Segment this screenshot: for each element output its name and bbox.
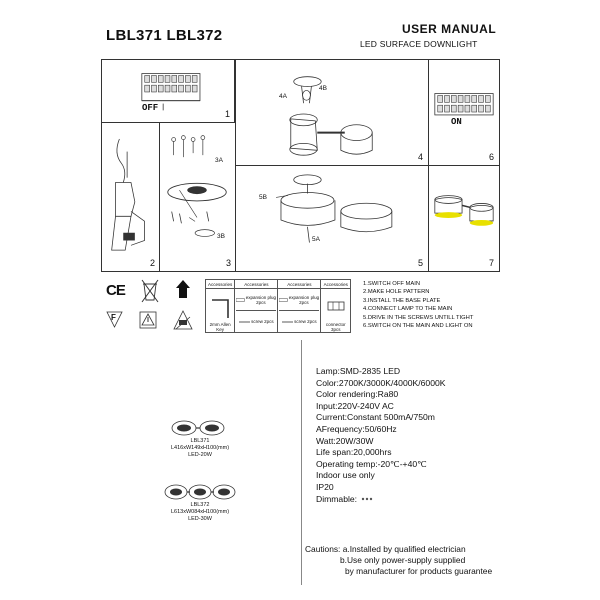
weee-bin-icon bbox=[140, 278, 160, 304]
switch-off-illustration bbox=[102, 60, 234, 122]
callout-3b: 3B bbox=[217, 233, 225, 240]
spec-watt: Watt:20W/30W bbox=[316, 435, 374, 446]
cautions bbox=[305, 544, 492, 577]
model-power: LED-20W bbox=[188, 452, 212, 458]
spec-indoor: Indoor use only bbox=[316, 470, 375, 481]
panel-2-drill-holes bbox=[101, 122, 160, 272]
spec-lamp: Lamp:SMD-2835 LED bbox=[316, 366, 401, 376]
connector-label: connector 3pcs bbox=[325, 322, 346, 332]
model-name: LBL371 bbox=[190, 438, 210, 444]
caution-line: Cautions: a.Installed by qualified electrician bbox=[305, 544, 466, 554]
spec-dimmable-row bbox=[316, 494, 446, 506]
insulation-surface-icon bbox=[172, 309, 194, 331]
accessories-header: Accessories bbox=[321, 280, 351, 289]
switch-on-label: ON bbox=[451, 117, 462, 127]
spec-input: Input:220V-240V AC bbox=[316, 400, 394, 411]
panel-6-switch-on bbox=[428, 59, 500, 166]
f-mark-label: F bbox=[111, 313, 116, 322]
panel-number: 6 bbox=[488, 152, 494, 162]
manual-title: USER MANUAL bbox=[402, 22, 497, 36]
model-name: LBL372 bbox=[190, 502, 210, 508]
accessory-plug-screw-1 bbox=[235, 289, 278, 333]
installation-steps bbox=[363, 280, 473, 330]
spec-operating-temp: Operating temp:-20℃-+40℃ bbox=[316, 458, 427, 469]
callout-3a: 3A bbox=[215, 157, 223, 164]
accessories-header: Accessories bbox=[235, 280, 278, 289]
panel-number: 3 bbox=[225, 258, 231, 268]
panel-3-base-plate bbox=[159, 122, 236, 272]
lbl371-product-drawing bbox=[168, 418, 228, 438]
panel-number: 1 bbox=[224, 109, 230, 119]
manual-subtitle: LED SURFACE DOWNLIGHT bbox=[360, 39, 478, 49]
expansion-plug-label: expansion plug 2pcs bbox=[245, 294, 277, 305]
spec-frequency: AFrequency:50/60Hz bbox=[316, 423, 397, 434]
allen-key-icon bbox=[208, 296, 232, 322]
screw-label: screw 2pcs bbox=[251, 319, 274, 324]
callout-4a: 4A bbox=[279, 93, 287, 100]
callout-4b: 4B bbox=[319, 85, 327, 92]
drill-illustration bbox=[102, 123, 159, 271]
panel-number: 4 bbox=[417, 152, 423, 162]
connector-icon bbox=[324, 298, 348, 322]
model-size: L613xW084xH100(mm) bbox=[170, 509, 230, 515]
lbl372-product-drawing bbox=[162, 482, 238, 502]
callout-5b: 5B bbox=[259, 194, 267, 201]
f-mark-icon bbox=[106, 311, 123, 328]
model-power: LED-30W bbox=[188, 516, 212, 522]
step-item: 5.DRIVE IN THE SCREWS UNTILL TIGHT bbox=[363, 314, 474, 321]
allen-key-label: 2mm Allen Key bbox=[209, 322, 231, 332]
panel-5-drive-screws bbox=[235, 165, 429, 272]
non-dimmable-icon bbox=[360, 495, 374, 503]
step-item: 1.SWITCH OFF MAIN bbox=[363, 281, 421, 287]
model-size: L416xW149xH100(mm) bbox=[170, 445, 230, 451]
spec-list bbox=[316, 366, 446, 505]
warning-icon bbox=[139, 311, 157, 329]
spec-life-span: Life span:20,000hrs bbox=[316, 447, 392, 458]
panel-number: 5 bbox=[417, 258, 423, 268]
base-plate-illustration bbox=[160, 123, 235, 271]
expansion-plug-icon bbox=[236, 297, 245, 303]
model-lbl372-info bbox=[160, 502, 240, 523]
switch-off-label: OFF bbox=[142, 103, 159, 113]
panel-number: 7 bbox=[488, 258, 494, 268]
accessories-header: Accessories bbox=[206, 280, 235, 289]
step-item: 4.CONNECT LAMP TO THE MAIN bbox=[363, 306, 453, 313]
connect-lamp-illustration bbox=[236, 60, 428, 165]
step-item: 6.SWITCH ON THE MAIN AND LIGHT ON bbox=[363, 323, 473, 330]
spec-current: Current:Constant 500mA/750m bbox=[316, 412, 435, 423]
accessory-plug-screw-2 bbox=[278, 289, 321, 333]
ce-mark: CE bbox=[106, 282, 125, 299]
step-item: 2.MAKE HOLE PATTERN bbox=[363, 289, 430, 296]
panel-7-light-on bbox=[428, 165, 500, 272]
expansion-plug-label: expansion plug 2pcs bbox=[288, 294, 320, 305]
panel-1-switch-off bbox=[101, 59, 235, 123]
spec-color: Color:2700K/3000K/4000K/6000K bbox=[316, 377, 446, 388]
panel-4-connect-lamp bbox=[235, 59, 429, 166]
section-divider bbox=[301, 340, 302, 585]
accessory-connector bbox=[321, 289, 351, 333]
screw-icon bbox=[282, 319, 294, 325]
drive-screws-illustration bbox=[236, 166, 428, 271]
switch-on-illustration bbox=[429, 60, 499, 165]
screw-label: screw 2pcs bbox=[294, 319, 317, 324]
panel-number: 2 bbox=[149, 258, 155, 268]
accessory-allen-key bbox=[206, 289, 235, 333]
spec-dimmable: Dimmable: bbox=[316, 493, 358, 504]
screw-icon bbox=[239, 319, 251, 325]
spec-color-rendering: Color rendering:Ra80 bbox=[316, 389, 399, 400]
accessories-header: Accessories bbox=[278, 280, 321, 289]
caution-line: by manufacturer for products guarantee bbox=[345, 566, 493, 576]
indoor-use-icon bbox=[174, 278, 192, 300]
expansion-plug-icon bbox=[279, 297, 288, 303]
model-lbl371-info bbox=[160, 438, 240, 459]
step-item: 3.INSTALL THE BASE PLATE bbox=[363, 297, 441, 304]
accessories-table bbox=[205, 279, 351, 333]
light-on-illustration bbox=[429, 166, 499, 271]
model-title: LBL371 LBL372 bbox=[106, 27, 223, 44]
spec-ip: IP20 bbox=[316, 481, 334, 492]
caution-line: b.Use only power-supply supplied bbox=[340, 555, 466, 565]
callout-5a: 5A bbox=[312, 236, 320, 243]
